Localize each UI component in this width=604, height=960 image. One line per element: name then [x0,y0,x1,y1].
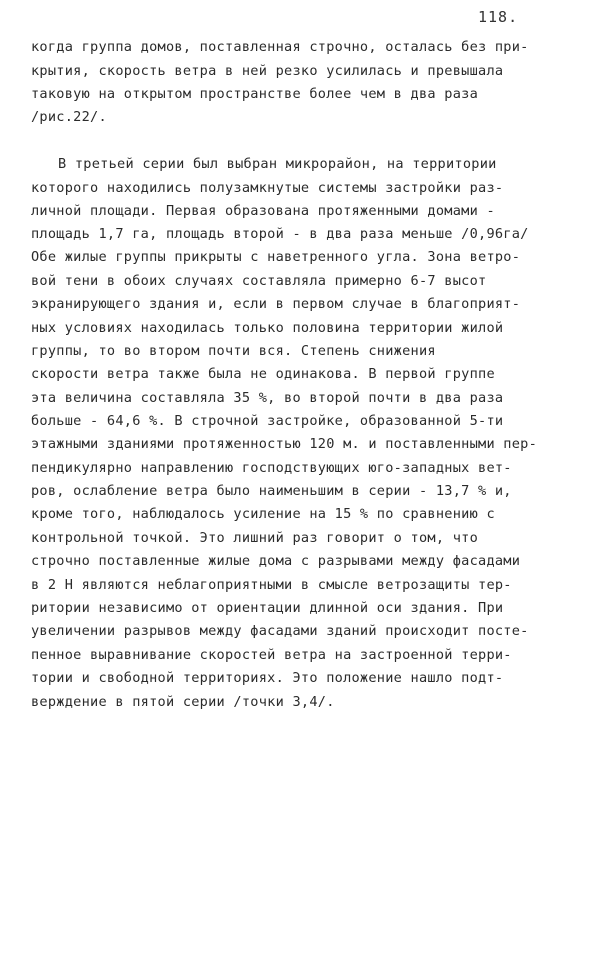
text-line: когда группа домов, поставленная строчно, осталась без при- [31,39,529,55]
text-line: в 2 Н являются неблагоприятными в смысле ветрозащиты тер- [31,577,512,593]
text-line: увеличении разрывов между фасадами зданий происходит посте- [31,623,529,639]
text-line: кроме того, наблюдалось усиление на 15 % по сравнению с [31,506,495,522]
text-line: группы, то во втором почти вся. Степень снижения [31,343,436,359]
text-line: ров, ослабление ветра было наименьшим в серии - 13,7 % и, [31,483,512,499]
text-line: больше - 64,6 %. В строчной застройке, образованной 5-ти [31,413,504,429]
text-line: вой тени в обоих случаях составляла примерно 6-7 высот [31,273,487,289]
text-line: В третьей серии был выбран микрорайон, на территории [58,156,497,172]
text-line: этажными зданиями протяженностью 120 м. и поставленными пер- [31,436,538,452]
text-line: эта величина составляла 35 %, во второй почти в два раза [31,390,504,406]
text-line: строчно поставленные жилые дома с разрывами между фасадами [31,553,521,569]
text-line: /рис.22/. [31,109,107,125]
text-line: которого находились полузамкнутые системы застройки раз- [31,180,504,196]
text-line: крытия, скорость ветра в ней резко усилилась и превышала [31,63,504,79]
text-line: площадь 1,7 га, площадь второй - в два раза меньше /0,96га/ [31,226,529,242]
text-line: верждение в пятой серии /точки 3,4/. [31,694,335,710]
page-number: 118. [478,8,519,26]
text-line: таковую на открытом пространстве более чем в два раза [31,86,479,102]
text-line: контрольной точкой. Это лишний раз говорит о том, что [31,530,479,546]
text-line: Обе жилые группы прикрыты с наветренного угла. Зона ветро- [31,249,521,265]
text-line: пенное выравнивание скоростей ветра на застроенной терри- [31,647,512,663]
text-line: личной площади. Первая образована протяженными домами - [31,203,495,219]
text-line: тории и свободной территориях. Это положение нашло подт- [31,670,504,686]
text-line: пендикулярно направлению господствующих юго-западных вет- [31,460,512,476]
text-line: ных условиях находилась только половина территории жилой [31,320,504,336]
text-line: скорости ветра также была не одинакова. В первой группе [31,366,495,382]
text-line: ритории независимо от ориентации длинной оси здания. При [31,600,504,616]
text-line: экранирующего здания и, если в первом случае в благоприят- [31,296,521,312]
